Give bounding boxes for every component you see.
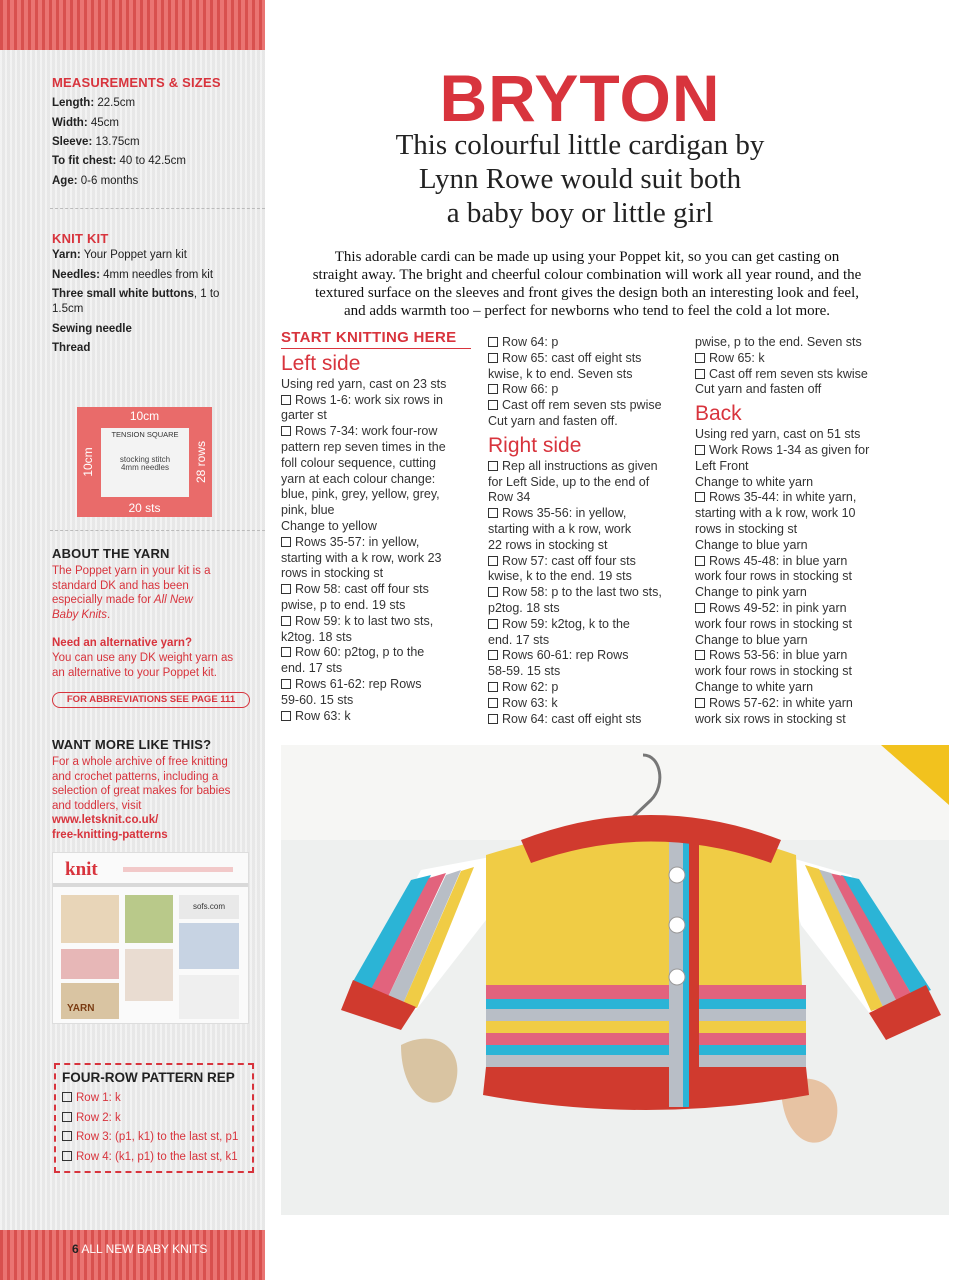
instruction-line: Rows 35-44: in white yarn, bbox=[695, 490, 890, 506]
tension-left-label: 10cm bbox=[81, 447, 95, 477]
page-subtitle: This colourful little cardigan by Lynn Rowe would suit both a baby boy or little girl bbox=[395, 129, 765, 229]
checkbox-icon[interactable] bbox=[281, 537, 291, 547]
list-item: Row 3: (p1, k1) to the last st, p1 bbox=[62, 1128, 238, 1148]
instruction-line: Row 59: k2tog, k to the bbox=[488, 617, 678, 633]
instruction-line: Rep all instructions as given bbox=[488, 459, 678, 475]
start-knitting-heading: START KNITTING HERE bbox=[281, 330, 471, 349]
pattern-rep-heading: FOUR-ROW PATTERN REP bbox=[62, 1070, 235, 1085]
instruction-line: rows in stocking st bbox=[281, 566, 384, 581]
pattern-rep-rows bbox=[62, 1089, 238, 1167]
left-side-instructions bbox=[281, 377, 471, 725]
kit-buttons-size: 1.5cm bbox=[52, 303, 84, 315]
checkbox-icon[interactable] bbox=[695, 353, 705, 363]
instruction-line: foll colour sequence, cutting bbox=[281, 455, 436, 470]
instruction-line: blue, pink, grey, yellow, grey, bbox=[281, 487, 440, 502]
instruction-line: rows in stocking st bbox=[695, 521, 798, 536]
checkbox-icon[interactable] bbox=[695, 492, 705, 502]
cardigan-illustration bbox=[281, 745, 949, 1215]
checkbox-icon[interactable] bbox=[695, 445, 705, 455]
checkbox-icon[interactable] bbox=[488, 353, 498, 363]
instruction-line: Cut yarn and fasten off. bbox=[488, 413, 618, 428]
checkbox-icon[interactable] bbox=[488, 400, 498, 410]
checkbox-icon[interactable] bbox=[488, 461, 498, 471]
checkbox-icon[interactable] bbox=[488, 714, 498, 724]
instruction-line: pattern rep seven times in the bbox=[281, 439, 446, 454]
instruction-line: Row 64: p bbox=[488, 335, 678, 351]
measure-age: Age: 0-6 months bbox=[52, 175, 139, 187]
abbreviations-link[interactable]: FOR ABBREVIATIONS SEE PAGE 111 bbox=[52, 692, 250, 708]
checkbox-icon[interactable] bbox=[488, 337, 498, 347]
instruction-line: kwise, k to end. Seven sts bbox=[488, 366, 633, 381]
instruction-line: k2tog. 18 sts bbox=[281, 629, 352, 644]
instruction-line: Rows 45-48: in blue yarn bbox=[695, 554, 890, 570]
tension-stitch: stocking stitch 4mm needles bbox=[119, 455, 171, 472]
checkbox-icon[interactable] bbox=[281, 395, 291, 405]
tension-title: TENSION SQUARE bbox=[111, 430, 179, 439]
instruction-line: Rows 49-52: in pink yarn bbox=[695, 601, 890, 617]
instruction-line: p2tog. 18 sts bbox=[488, 600, 560, 615]
instruction-line: Row 58: p to the last two sts, bbox=[488, 585, 678, 601]
checkbox-icon[interactable] bbox=[695, 650, 705, 660]
sidebar bbox=[0, 0, 265, 1280]
checkbox-icon[interactable] bbox=[488, 698, 498, 708]
checkbox-icon[interactable] bbox=[488, 650, 498, 660]
instruction-line: starting with a k row, work 10 bbox=[695, 506, 856, 521]
tension-right-label: 28 rows bbox=[194, 440, 208, 484]
instruction-line: kwise, k to the end. 19 sts bbox=[488, 569, 632, 584]
knit-texture-top bbox=[0, 0, 265, 50]
instruction-line: Row 34 bbox=[488, 490, 531, 505]
instruction-line: Row 62: p bbox=[488, 680, 678, 696]
website-link[interactable]: www.letsknit.co.uk/ free-knitting-patterns bbox=[52, 814, 168, 841]
kit-needles: Needles: 4mm needles from kit bbox=[52, 269, 214, 281]
instruction-line: pwise, p to end. 19 sts bbox=[281, 597, 406, 612]
instruction-line: work four rows in stocking st bbox=[695, 616, 852, 631]
want-more-text: For a whole archive of free knitting and crochet patterns, including a selection of great makes for babies and toddlers, visit www.letsknit.co.uk/ free-knitting-patterns bbox=[52, 756, 231, 841]
instruction-line: Change to pink yarn bbox=[695, 585, 807, 600]
instruction-line: starting with a k row, work bbox=[488, 521, 632, 536]
measure-width: Width: 45cm bbox=[52, 117, 119, 129]
instruction-line: Using red yarn, cast on 51 sts bbox=[695, 427, 861, 442]
knit-kit-heading: KNIT KIT bbox=[52, 231, 109, 246]
checkbox-icon bbox=[62, 1112, 72, 1122]
about-yarn-heading: ABOUT THE YARN bbox=[52, 546, 170, 561]
column-3 bbox=[695, 335, 890, 727]
instruction-line: Rows 60-61: rep Rows bbox=[488, 648, 678, 664]
checkbox-icon[interactable] bbox=[488, 682, 498, 692]
tension-square bbox=[77, 407, 212, 517]
thumb-sub: sofs.com bbox=[179, 895, 239, 919]
left-side-instructions-cont bbox=[488, 335, 678, 430]
left-side-heading: Left side bbox=[281, 351, 361, 375]
instruction-line: pwise, p to the end. Seven sts bbox=[695, 335, 862, 349]
checkbox-icon[interactable] bbox=[695, 556, 705, 566]
right-side-instructions-cont bbox=[695, 335, 890, 398]
thumb-yarn-text: YARN bbox=[67, 1003, 95, 1014]
measure-sleeve: Sleeve: 13.75cm bbox=[52, 136, 140, 148]
instruction-line: Rows 1-6: work six rows in bbox=[281, 393, 471, 409]
cardigan-photo bbox=[281, 745, 949, 1215]
instruction-line: yarn at each colour change: bbox=[281, 471, 436, 486]
instruction-line: Work Rows 1-34 as given for bbox=[695, 443, 890, 459]
instruction-line: garter st bbox=[281, 408, 327, 423]
page-title: BRYTON bbox=[439, 61, 721, 135]
instruction-line: Cast off rem seven sts pwise bbox=[488, 398, 678, 414]
instruction-line: Rows 53-56: in blue yarn bbox=[695, 648, 890, 664]
kit-sewing-needle: Sewing needle bbox=[52, 323, 132, 335]
divider bbox=[50, 530, 265, 531]
checkbox-icon bbox=[62, 1131, 72, 1141]
page-folio: 6 ALL NEW BABY KNITS bbox=[72, 1242, 208, 1256]
checkbox-icon[interactable] bbox=[488, 384, 498, 394]
measure-length: Length: 22.5cm bbox=[52, 97, 136, 109]
checkbox-icon[interactable] bbox=[281, 584, 291, 594]
measure-chest: To fit chest: 40 to 42.5cm bbox=[52, 155, 186, 167]
kit-buttons: Three small white buttons, 1 to bbox=[52, 288, 220, 300]
instruction-line: 58-59. 15 sts bbox=[488, 664, 561, 679]
instruction-line: Row 63: k bbox=[488, 696, 678, 712]
instruction-line: Rows 35-57: in yellow, bbox=[281, 535, 471, 551]
thumb-logo: knit bbox=[65, 859, 98, 880]
kit-thread: Thread bbox=[52, 342, 91, 354]
instruction-line: Row 60: p2tog, p to the bbox=[281, 645, 471, 661]
cardigan-body bbox=[483, 815, 809, 1110]
checkbox-icon[interactable] bbox=[281, 647, 291, 657]
right-side-instructions bbox=[488, 459, 678, 728]
instruction-line: end. 17 sts bbox=[488, 632, 550, 647]
instruction-line: Row 65: k bbox=[695, 351, 890, 367]
instruction-line: Left Front bbox=[695, 458, 749, 473]
instruction-line: Rows 57-62: in white yarn bbox=[695, 696, 890, 712]
instruction-line: work four rows in stocking st bbox=[695, 664, 852, 679]
instruction-line: Row 64: cast off eight sts bbox=[488, 712, 678, 728]
instruction-line: starting with a k row, work 23 bbox=[281, 550, 442, 565]
instruction-line: work four rows in stocking st bbox=[695, 569, 852, 584]
instruction-line: Row 65: cast off eight sts bbox=[488, 351, 678, 367]
back-heading: Back bbox=[695, 402, 742, 426]
list-item: Row 1: k bbox=[62, 1089, 238, 1109]
intro-paragraph: This adorable cardi can be made up using your Poppet kit, so you can get casting on straight away. The bright and cheerful colour combination will work all year round, and the textured surface on the sleeves and front gives the design both an interesting look and feel, and adds warmth too – perfect for newborns who tend to feel the cold a lot more. bbox=[312, 249, 862, 319]
checkbox-icon[interactable] bbox=[488, 556, 498, 566]
instruction-line: 59-60. 15 sts bbox=[281, 692, 354, 707]
instruction-line: Rows 35-56: in yellow, bbox=[488, 506, 678, 522]
instruction-line: Cut yarn and fasten off bbox=[695, 382, 822, 397]
divider bbox=[50, 208, 265, 209]
checkbox-icon[interactable] bbox=[488, 508, 498, 518]
right-side-heading: Right side bbox=[488, 433, 582, 457]
instruction-line: Row 58: cast off four sts bbox=[281, 582, 471, 598]
checkbox-icon[interactable] bbox=[281, 679, 291, 689]
checkbox-icon[interactable] bbox=[281, 711, 291, 721]
instruction-line: Row 59: k to last two sts, bbox=[281, 614, 471, 630]
instruction-line: pink, blue bbox=[281, 503, 335, 518]
instruction-line: 22 rows in stocking st bbox=[488, 537, 608, 552]
instruction-line: end. 17 sts bbox=[281, 661, 343, 676]
want-more-heading: WANT MORE LIKE THIS? bbox=[52, 737, 212, 752]
about-yarn-text: The Poppet yarn in your kit is a standard DK and has been especially made for All New Baby Knits. bbox=[52, 565, 211, 621]
instruction-line: Change to white yarn bbox=[695, 474, 814, 489]
column-2 bbox=[488, 335, 678, 727]
alt-yarn-heading: Need an alternative yarn? bbox=[52, 637, 192, 649]
back-instructions bbox=[695, 427, 890, 727]
checkbox-icon[interactable] bbox=[695, 698, 705, 708]
instruction-line: Row 57: cast off four sts bbox=[488, 554, 678, 570]
list-item: Row 4: (k1, p1) to the last st, k1 bbox=[62, 1148, 238, 1168]
alt-yarn-text: You can use any DK weight yarn as an alternative to your Poppet kit. bbox=[52, 652, 234, 679]
instruction-line: Cast off rem seven sts kwise bbox=[695, 367, 890, 383]
instruction-line: Change to yellow bbox=[281, 518, 377, 533]
checkbox-icon[interactable] bbox=[695, 603, 705, 613]
kit-yarn: Yarn: Your Poppet yarn kit bbox=[52, 249, 187, 261]
tension-bottom-label: 20 sts bbox=[128, 501, 161, 515]
instruction-line: for Left Side, up to the end of bbox=[488, 474, 650, 489]
checkbox-icon[interactable] bbox=[695, 369, 705, 379]
tension-top-label: 10cm bbox=[129, 409, 160, 423]
checkbox-icon[interactable] bbox=[488, 619, 498, 629]
instruction-line: Change to white yarn bbox=[695, 679, 814, 694]
instruction-line: Using red yarn, cast on 23 sts bbox=[281, 376, 447, 391]
instruction-line: Rows 61-62: rep Rows bbox=[281, 677, 471, 693]
instruction-line: work six rows in stocking st bbox=[695, 711, 846, 726]
checkbox-icon[interactable] bbox=[488, 587, 498, 597]
instruction-line: Row 66: p bbox=[488, 382, 678, 398]
column-1 bbox=[281, 330, 471, 724]
instruction-line: Change to blue yarn bbox=[695, 537, 808, 552]
instruction-line: Row 63: k bbox=[281, 709, 471, 725]
checkbox-icon bbox=[62, 1151, 72, 1161]
checkbox-icon[interactable] bbox=[281, 616, 291, 626]
instruction-line: Change to blue yarn bbox=[695, 632, 808, 647]
checkbox-icon bbox=[62, 1092, 72, 1102]
checkbox-icon[interactable] bbox=[281, 426, 291, 436]
list-item: Row 2: k bbox=[62, 1109, 238, 1129]
website-thumbnail bbox=[52, 852, 249, 1024]
measurements-heading: MEASUREMENTS & SIZES bbox=[52, 75, 221, 90]
instruction-line: Rows 7-34: work four-row bbox=[281, 424, 471, 440]
pattern-rep-box bbox=[54, 1063, 254, 1173]
